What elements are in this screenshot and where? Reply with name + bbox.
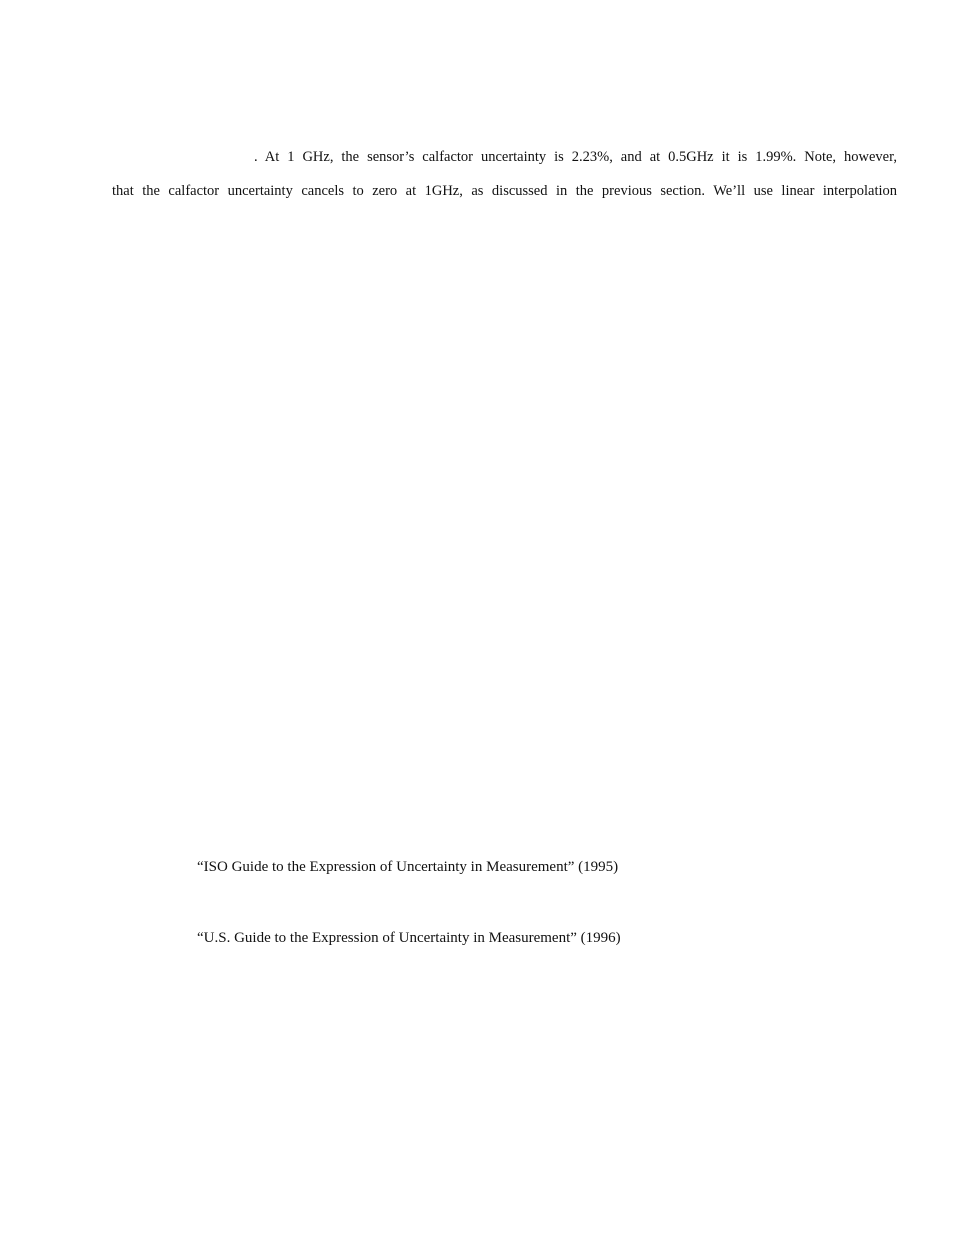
reference-us-guide: “U.S. Guide to the Expression of Uncertainty in Measurement” (1996) bbox=[197, 930, 621, 946]
paragraph-line-1: . At 1 GHz, the sensor’s calfactor uncertainty is 2.23%, and at 0.5GHz it is 1.99%. Note, however, bbox=[254, 149, 897, 165]
paragraph-line-2: that the calfactor uncertainty cancels to zero at 1GHz, as discussed in the previous section. We’ll use linear interpolation bbox=[112, 183, 897, 199]
reference-iso-guide: “ISO Guide to the Expression of Uncertainty in Measurement” (1995) bbox=[197, 859, 619, 875]
